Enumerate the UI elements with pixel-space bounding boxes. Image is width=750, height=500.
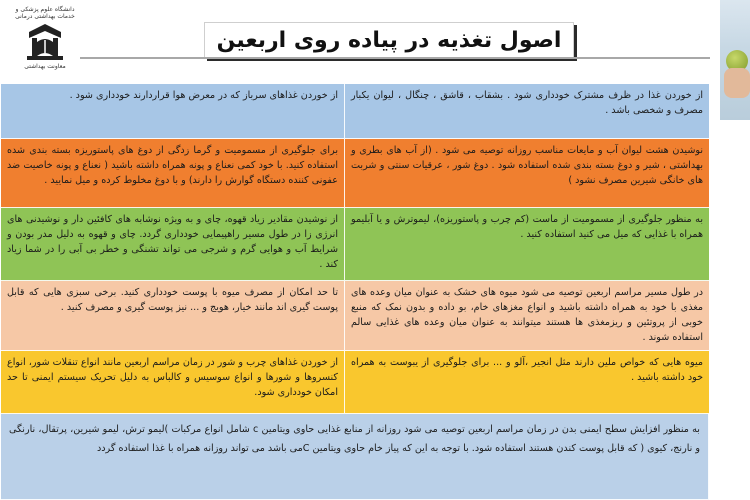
tip-cell: در طول مسیر مراسم اربعین توصیه می شود میوه های خشک به عنوان میان وعده های مغذی با خود به همراه داشته باشید و انواع مغزهای خام، بو داده و بدون نمک که منبع خوبی از پروتئین و ریزمغذی ها هستند میتوانند به عنوان میان وعده های غذایی سالم استفاده شوند . (345, 281, 709, 351)
vitamin-c-tip: به منظور افزایش سطح ایمنی بدن در زمان مراسم اربعین توصیه می شود روزانه از منابع غذایی حاوی ویتامین c شامل انواع مرکبات )لیمو ترش، لیمو شیرین، پرتقال، نارنگی و نارنج، کیوی ( که قابل پوست کندن هستند استفاده شود. با توجه به این که پیاز خام حاوی ویتامین Cمی باشد می تواند روزانه همراه با غذا استفاده گردد (1, 414, 709, 500)
emblem-icon (23, 22, 67, 62)
tip-cell: تا حد امکان از مصرف میوه با پوست خودداری کنید. برخی سبزی هایی که قابل پوست گیری اند مانند خیار، هویج و ... نیز پوست گیری و مصرف کنید . (1, 281, 345, 351)
fruit-in-hand-photo (720, 0, 750, 120)
tip-cell: برای جلوگیری از مسمومیت و گرما زدگی از دوغ های پاستوریزه بسته بندی شده استفاده کنید. با خود کمی نعناع و پونه همراه داشته باشید ( نعناع و پونه خاصیت ضد عفونی کننده دستگاه گوارش را دارند) و با دوغ مخلوط کرده و میل نمایید . (1, 139, 345, 208)
tip-cell: میوه هایی که خواص ملین دارند مثل انجیر ،آلو و ... برای جلوگیری از یبوست به همراه خود داشته باشید . (345, 351, 709, 414)
tip-cell: از خوردن غذاهای سرباز که در معرض هوا قراردارند خودداری شود . (1, 84, 345, 139)
tip-cell: از خوردن غذاهای چرب و شور در زمان مراسم اربعین مانند انواع تنقلات شور، انواع کنسروها و شورها و انواع سوسیس و کالباس به دلیل تحریک سیستم ایمنی تا حد امکان خودداری شود. (1, 351, 345, 414)
nutrition-tips-table (1, 84, 709, 500)
university-logo (10, 6, 80, 78)
logo-top-text: دانشگاه علوم پزشکی و خدمات بهداشتی درمانی (15, 6, 75, 20)
logo-bottom-text: معاونت بهداشتی (24, 63, 66, 70)
tip-row-3 (1, 208, 709, 281)
tip-row-1 (1, 84, 709, 139)
tip-cell: نوشیدن هشت لیوان آب و مایعات مناسب روزانه توصیه می شود . (از آب های بطری و بهداشتی ، شیر و دوغ بسته بندی شده استفاده شود . دوغ شور ، عرقیات سنتی و شربت های خانگی شیرین مصرف نشود ) (345, 139, 709, 208)
page-title: اصول تغذیه در پیاده روی اربعین (216, 27, 562, 53)
page-title-box (204, 22, 574, 58)
tip-row-5 (1, 351, 709, 414)
tip-cell: به منظور جلوگیری از مسمومیت از ماست (کم چرب و پاستوریزه)، لیموترش و یا آبلیمو همراه با غذایی که میل می کنید استفاده کنید . (345, 208, 709, 281)
title-underline (80, 57, 710, 59)
tip-row-4 (1, 281, 709, 351)
tip-cell: از خوردن غذا در ظرف مشترک خودداری شود . بشقاب ، قاشق ، چنگال ، لیوان یکبار مصرف و شخصی باشد . (345, 84, 709, 139)
tip-row-2 (1, 139, 709, 208)
hand-icon (724, 68, 750, 98)
tip-cell: از نوشیدن مقادیر زیاد قهوه، چای و به ویژه نوشابه های کافئین دار و نوشیدنی های انرژی زا در طول مسیر راهپیمایی خودداری گردد. چای و قهوه به دلیل مدر بودن و شرایط آب و هوایی گرم و شرجی می تواند تشنگی و خطر بی آبی را در شما زیاد کند . (1, 208, 345, 281)
tip-footer-row (1, 414, 709, 500)
